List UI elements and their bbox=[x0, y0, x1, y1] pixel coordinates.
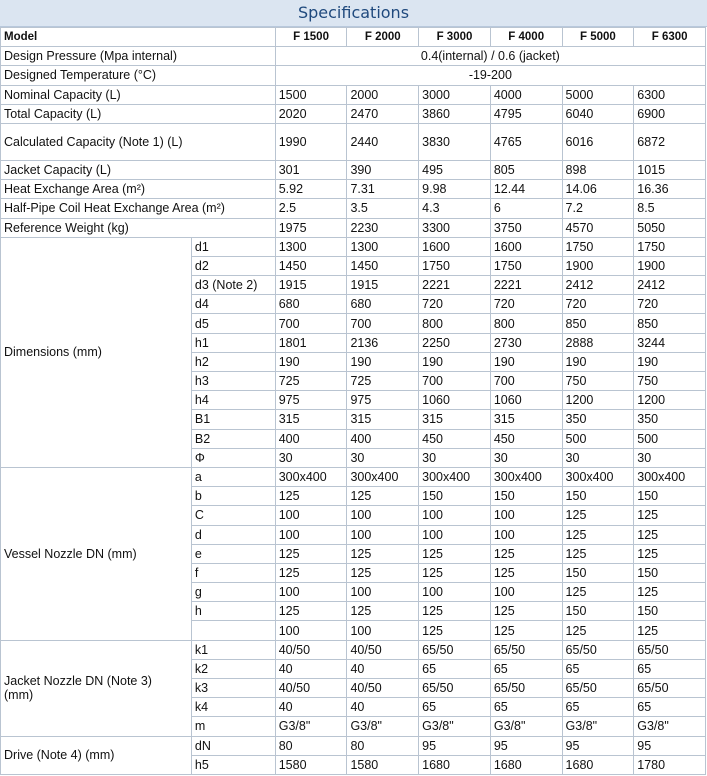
value-cell: 2.5 bbox=[275, 199, 347, 218]
model-header-cell: F 6300 bbox=[634, 28, 706, 47]
value-cell: 301 bbox=[275, 160, 347, 179]
value-cell: 125 bbox=[562, 621, 634, 640]
sub-label: Φ bbox=[191, 448, 275, 467]
value-cell: 2221 bbox=[419, 276, 491, 295]
value-cell: 500 bbox=[634, 429, 706, 448]
spec-row bbox=[1, 218, 706, 237]
group-label: Drive (Note 4) (mm) bbox=[1, 736, 192, 774]
value-cell: 40/50 bbox=[275, 640, 347, 659]
value-cell: 65/50 bbox=[419, 640, 491, 659]
sub-label: g bbox=[191, 583, 275, 602]
value-cell: 2221 bbox=[490, 276, 562, 295]
value-cell: 1900 bbox=[634, 256, 706, 275]
value-cell: 4765 bbox=[490, 123, 562, 160]
value-cell: 95 bbox=[562, 736, 634, 755]
spec-label: Heat Exchange Area (m²) bbox=[1, 180, 276, 199]
spec-row bbox=[1, 47, 706, 66]
sub-label: b bbox=[191, 487, 275, 506]
value-cell: G3/8" bbox=[347, 717, 419, 736]
value-cell: 1580 bbox=[347, 755, 419, 774]
value-cell: 80 bbox=[275, 736, 347, 755]
value-cell: 65 bbox=[419, 698, 491, 717]
value-cell: 750 bbox=[562, 372, 634, 391]
header-row bbox=[1, 28, 706, 47]
value-cell: 80 bbox=[347, 736, 419, 755]
value-cell: 6900 bbox=[634, 104, 706, 123]
value-cell: 65 bbox=[490, 698, 562, 717]
value-cell: 300x400 bbox=[347, 467, 419, 486]
value-cell: 125 bbox=[419, 563, 491, 582]
sub-label: m bbox=[191, 717, 275, 736]
value-cell: 390 bbox=[347, 160, 419, 179]
value-cell: 2136 bbox=[347, 333, 419, 352]
value-cell: 100 bbox=[419, 525, 491, 544]
value-cell: 1750 bbox=[419, 256, 491, 275]
value-cell: 450 bbox=[490, 429, 562, 448]
value-cell: 100 bbox=[419, 583, 491, 602]
value-cell: 30 bbox=[490, 448, 562, 467]
value-cell: 125 bbox=[275, 544, 347, 563]
value-cell: 190 bbox=[275, 352, 347, 371]
sub-label: k4 bbox=[191, 698, 275, 717]
value-cell: 7.31 bbox=[347, 180, 419, 199]
sub-label: a bbox=[191, 467, 275, 486]
value-cell: 125 bbox=[347, 602, 419, 621]
sub-label: C bbox=[191, 506, 275, 525]
value-cell: 125 bbox=[275, 563, 347, 582]
value-cell: G3/8" bbox=[562, 717, 634, 736]
value-cell: 1200 bbox=[562, 391, 634, 410]
value-cell: 40/50 bbox=[275, 679, 347, 698]
group-row bbox=[1, 237, 706, 256]
value-cell: 125 bbox=[419, 544, 491, 563]
value-cell: 1750 bbox=[562, 237, 634, 256]
value-cell: 3244 bbox=[634, 333, 706, 352]
value-cell: 125 bbox=[562, 583, 634, 602]
value-cell: 1750 bbox=[490, 256, 562, 275]
value-cell: 125 bbox=[634, 506, 706, 525]
spec-row bbox=[1, 199, 706, 218]
value-cell: 65/50 bbox=[490, 679, 562, 698]
value-cell: 1300 bbox=[275, 237, 347, 256]
value-cell: 5.92 bbox=[275, 180, 347, 199]
value-cell: 6872 bbox=[634, 123, 706, 160]
value-cell: 125 bbox=[634, 583, 706, 602]
value-cell: 850 bbox=[634, 314, 706, 333]
value-cell: 2888 bbox=[562, 333, 634, 352]
page-title: Specifications bbox=[0, 0, 707, 27]
spec-label: Total Capacity (L) bbox=[1, 104, 276, 123]
spec-label: Jacket Capacity (L) bbox=[1, 160, 276, 179]
value-cell: 150 bbox=[634, 563, 706, 582]
value-cell: 1060 bbox=[490, 391, 562, 410]
value-cell: 125 bbox=[275, 602, 347, 621]
value-cell: 40/50 bbox=[347, 679, 419, 698]
sub-label: d2 bbox=[191, 256, 275, 275]
value-cell: 65/50 bbox=[419, 679, 491, 698]
sub-label: d bbox=[191, 525, 275, 544]
sub-label: h5 bbox=[191, 755, 275, 774]
value-cell: 95 bbox=[419, 736, 491, 755]
value-cell: 5000 bbox=[562, 85, 634, 104]
value-cell: 125 bbox=[562, 544, 634, 563]
value-cell: G3/8" bbox=[490, 717, 562, 736]
value-cell: 700 bbox=[275, 314, 347, 333]
value-cell: 125 bbox=[490, 544, 562, 563]
value-cell: 300x400 bbox=[562, 467, 634, 486]
value-cell: 30 bbox=[275, 448, 347, 467]
value-cell: 65/50 bbox=[490, 640, 562, 659]
value-cell: 350 bbox=[634, 410, 706, 429]
value-cell: 6300 bbox=[634, 85, 706, 104]
value-cell: 500 bbox=[562, 429, 634, 448]
value-cell: 700 bbox=[419, 372, 491, 391]
value-cell: 315 bbox=[490, 410, 562, 429]
value-cell: 400 bbox=[275, 429, 347, 448]
value-cell: 125 bbox=[490, 621, 562, 640]
value-cell: G3/8" bbox=[275, 717, 347, 736]
value-cell: 65 bbox=[490, 659, 562, 678]
spec-label: Designed Temperature (°C) bbox=[1, 66, 276, 85]
value-cell: 300x400 bbox=[634, 467, 706, 486]
sub-label: B1 bbox=[191, 410, 275, 429]
value-cell: 975 bbox=[275, 391, 347, 410]
model-header-cell: F 2000 bbox=[347, 28, 419, 47]
value-cell: 40 bbox=[275, 659, 347, 678]
value-cell: 1915 bbox=[275, 276, 347, 295]
value-cell: 315 bbox=[419, 410, 491, 429]
sub-label: d1 bbox=[191, 237, 275, 256]
value-cell: 2000 bbox=[347, 85, 419, 104]
value-cell: 14.06 bbox=[562, 180, 634, 199]
sub-label: k3 bbox=[191, 679, 275, 698]
sub-label: f bbox=[191, 563, 275, 582]
value-cell: 150 bbox=[634, 487, 706, 506]
value-cell: 975 bbox=[347, 391, 419, 410]
value-cell: 315 bbox=[275, 410, 347, 429]
value-cell: 1015 bbox=[634, 160, 706, 179]
value-cell: 720 bbox=[634, 295, 706, 314]
model-header-cell: F 5000 bbox=[562, 28, 634, 47]
value-cell: 6 bbox=[490, 199, 562, 218]
value-cell: 1801 bbox=[275, 333, 347, 352]
value-cell: 1990 bbox=[275, 123, 347, 160]
value-cell: 350 bbox=[562, 410, 634, 429]
value-cell: 65 bbox=[419, 659, 491, 678]
sub-label: k2 bbox=[191, 659, 275, 678]
value-cell: 3000 bbox=[419, 85, 491, 104]
value-cell: 315 bbox=[347, 410, 419, 429]
value-cell: 125 bbox=[419, 602, 491, 621]
value-cell: 1600 bbox=[490, 237, 562, 256]
value-cell: 1450 bbox=[347, 256, 419, 275]
group-label: Vessel Nozzle DN (mm) bbox=[1, 467, 192, 640]
value-cell: 100 bbox=[490, 525, 562, 544]
value-cell: 700 bbox=[347, 314, 419, 333]
sub-label: d3 (Note 2) bbox=[191, 276, 275, 295]
spec-label: Nominal Capacity (L) bbox=[1, 85, 276, 104]
sub-label: B2 bbox=[191, 429, 275, 448]
value-cell: 898 bbox=[562, 160, 634, 179]
value-cell: 100 bbox=[275, 525, 347, 544]
value-cell: 16.36 bbox=[634, 180, 706, 199]
value-cell: 65/50 bbox=[562, 679, 634, 698]
sub-label: k1 bbox=[191, 640, 275, 659]
value-cell: 125 bbox=[562, 506, 634, 525]
value-cell: 12.44 bbox=[490, 180, 562, 199]
value-cell: 150 bbox=[634, 602, 706, 621]
value-cell: 65/50 bbox=[634, 679, 706, 698]
value-cell: 100 bbox=[347, 506, 419, 525]
value-cell: 150 bbox=[562, 563, 634, 582]
value-cell: 190 bbox=[490, 352, 562, 371]
value-cell: 680 bbox=[275, 295, 347, 314]
value-cell: 805 bbox=[490, 160, 562, 179]
value-cell: 4795 bbox=[490, 104, 562, 123]
value-cell: 65 bbox=[562, 659, 634, 678]
sub-label: h3 bbox=[191, 372, 275, 391]
group-row bbox=[1, 640, 706, 659]
value-cell: 150 bbox=[562, 602, 634, 621]
value-cell: 1580 bbox=[275, 755, 347, 774]
value-cell: 65 bbox=[634, 659, 706, 678]
value-cell: 125 bbox=[634, 621, 706, 640]
merged-value-cell: -19-200 bbox=[275, 66, 705, 85]
value-cell: 100 bbox=[347, 525, 419, 544]
value-cell: 495 bbox=[419, 160, 491, 179]
value-cell: 100 bbox=[275, 621, 347, 640]
value-cell: 1680 bbox=[490, 755, 562, 774]
group-row bbox=[1, 736, 706, 755]
value-cell: 2020 bbox=[275, 104, 347, 123]
value-cell: 750 bbox=[634, 372, 706, 391]
sub-label: e bbox=[191, 544, 275, 563]
value-cell: 720 bbox=[419, 295, 491, 314]
value-cell: G3/8" bbox=[419, 717, 491, 736]
value-cell: 4570 bbox=[562, 218, 634, 237]
value-cell: 4.3 bbox=[419, 199, 491, 218]
value-cell: 95 bbox=[490, 736, 562, 755]
value-cell: 65 bbox=[562, 698, 634, 717]
spec-label: Design Pressure (Mpa internal) bbox=[1, 47, 276, 66]
value-cell: 9.98 bbox=[419, 180, 491, 199]
value-cell: 725 bbox=[275, 372, 347, 391]
value-cell: 5050 bbox=[634, 218, 706, 237]
value-cell: 100 bbox=[275, 583, 347, 602]
model-header-cell: F 3000 bbox=[419, 28, 491, 47]
value-cell: 30 bbox=[562, 448, 634, 467]
value-cell: 800 bbox=[490, 314, 562, 333]
value-cell: 65 bbox=[634, 698, 706, 717]
value-cell: 725 bbox=[347, 372, 419, 391]
value-cell: 1680 bbox=[419, 755, 491, 774]
sub-label: h4 bbox=[191, 391, 275, 410]
value-cell: 1300 bbox=[347, 237, 419, 256]
value-cell: 3.5 bbox=[347, 199, 419, 218]
value-cell: 3830 bbox=[419, 123, 491, 160]
value-cell: 190 bbox=[634, 352, 706, 371]
value-cell: 125 bbox=[562, 525, 634, 544]
sub-label bbox=[191, 621, 275, 640]
value-cell: 125 bbox=[347, 563, 419, 582]
value-cell: 2230 bbox=[347, 218, 419, 237]
value-cell: 2412 bbox=[634, 276, 706, 295]
value-cell: 300x400 bbox=[490, 467, 562, 486]
value-cell: 1500 bbox=[275, 85, 347, 104]
value-cell: 1060 bbox=[419, 391, 491, 410]
group-row bbox=[1, 467, 706, 486]
value-cell: 3750 bbox=[490, 218, 562, 237]
value-cell: 190 bbox=[419, 352, 491, 371]
value-cell: 1750 bbox=[634, 237, 706, 256]
value-cell: 3860 bbox=[419, 104, 491, 123]
value-cell: 40 bbox=[275, 698, 347, 717]
spec-row bbox=[1, 160, 706, 179]
sub-label: h bbox=[191, 602, 275, 621]
value-cell: 125 bbox=[347, 544, 419, 563]
value-cell: G3/8" bbox=[634, 717, 706, 736]
value-cell: 800 bbox=[419, 314, 491, 333]
value-cell: 8.5 bbox=[634, 199, 706, 218]
spec-label: Reference Weight (kg) bbox=[1, 218, 276, 237]
value-cell: 1900 bbox=[562, 256, 634, 275]
value-cell: 1680 bbox=[562, 755, 634, 774]
value-cell: 850 bbox=[562, 314, 634, 333]
value-cell: 30 bbox=[634, 448, 706, 467]
value-cell: 4000 bbox=[490, 85, 562, 104]
sub-label: dN bbox=[191, 736, 275, 755]
value-cell: 95 bbox=[634, 736, 706, 755]
spec-row bbox=[1, 66, 706, 85]
value-cell: 2470 bbox=[347, 104, 419, 123]
value-cell: 6040 bbox=[562, 104, 634, 123]
value-cell: 1450 bbox=[275, 256, 347, 275]
value-cell: 700 bbox=[490, 372, 562, 391]
value-cell: 125 bbox=[347, 487, 419, 506]
value-cell: 100 bbox=[347, 583, 419, 602]
spec-label: Half-Pipe Coil Heat Exchange Area (m²) bbox=[1, 199, 276, 218]
value-cell: 1915 bbox=[347, 276, 419, 295]
merged-value-cell: 0.4(internal) / 0.6 (jacket) bbox=[275, 47, 705, 66]
specifications-table bbox=[0, 27, 706, 775]
value-cell: 125 bbox=[634, 525, 706, 544]
sub-label: d4 bbox=[191, 295, 275, 314]
value-cell: 40/50 bbox=[347, 640, 419, 659]
value-cell: 125 bbox=[419, 621, 491, 640]
value-cell: 450 bbox=[419, 429, 491, 448]
value-cell: 7.2 bbox=[562, 199, 634, 218]
value-cell: 300x400 bbox=[275, 467, 347, 486]
value-cell: 30 bbox=[419, 448, 491, 467]
sub-label: h2 bbox=[191, 352, 275, 371]
model-header-cell: F 4000 bbox=[490, 28, 562, 47]
value-cell: 125 bbox=[490, 563, 562, 582]
model-header-cell: F 1500 bbox=[275, 28, 347, 47]
spec-row bbox=[1, 123, 706, 160]
value-cell: 65/50 bbox=[562, 640, 634, 659]
value-cell: 2250 bbox=[419, 333, 491, 352]
value-cell: 1975 bbox=[275, 218, 347, 237]
value-cell: 40 bbox=[347, 659, 419, 678]
value-cell: 150 bbox=[419, 487, 491, 506]
spec-label: Calculated Capacity (Note 1) (L) bbox=[1, 123, 276, 160]
value-cell: 300x400 bbox=[419, 467, 491, 486]
value-cell: 100 bbox=[490, 583, 562, 602]
value-cell: 2412 bbox=[562, 276, 634, 295]
value-cell: 125 bbox=[634, 544, 706, 563]
model-label: Model bbox=[1, 28, 276, 47]
spec-row bbox=[1, 180, 706, 199]
spec-row bbox=[1, 85, 706, 104]
sub-label: d5 bbox=[191, 314, 275, 333]
value-cell: 150 bbox=[490, 487, 562, 506]
value-cell: 720 bbox=[490, 295, 562, 314]
value-cell: 6016 bbox=[562, 123, 634, 160]
value-cell: 1780 bbox=[634, 755, 706, 774]
sub-label: h1 bbox=[191, 333, 275, 352]
value-cell: 680 bbox=[347, 295, 419, 314]
value-cell: 1600 bbox=[419, 237, 491, 256]
value-cell: 400 bbox=[347, 429, 419, 448]
value-cell: 190 bbox=[347, 352, 419, 371]
value-cell: 125 bbox=[490, 602, 562, 621]
value-cell: 100 bbox=[275, 506, 347, 525]
group-label: Jacket Nozzle DN (Note 3) (mm) bbox=[1, 640, 192, 736]
value-cell: 40 bbox=[347, 698, 419, 717]
value-cell: 65/50 bbox=[634, 640, 706, 659]
value-cell: 100 bbox=[347, 621, 419, 640]
value-cell: 720 bbox=[562, 295, 634, 314]
value-cell: 30 bbox=[347, 448, 419, 467]
value-cell: 100 bbox=[419, 506, 491, 525]
value-cell: 1200 bbox=[634, 391, 706, 410]
value-cell: 2730 bbox=[490, 333, 562, 352]
value-cell: 190 bbox=[562, 352, 634, 371]
value-cell: 150 bbox=[562, 487, 634, 506]
spec-row bbox=[1, 104, 706, 123]
value-cell: 125 bbox=[275, 487, 347, 506]
value-cell: 100 bbox=[490, 506, 562, 525]
value-cell: 2440 bbox=[347, 123, 419, 160]
group-label: Dimensions (mm) bbox=[1, 237, 192, 467]
value-cell: 3300 bbox=[419, 218, 491, 237]
